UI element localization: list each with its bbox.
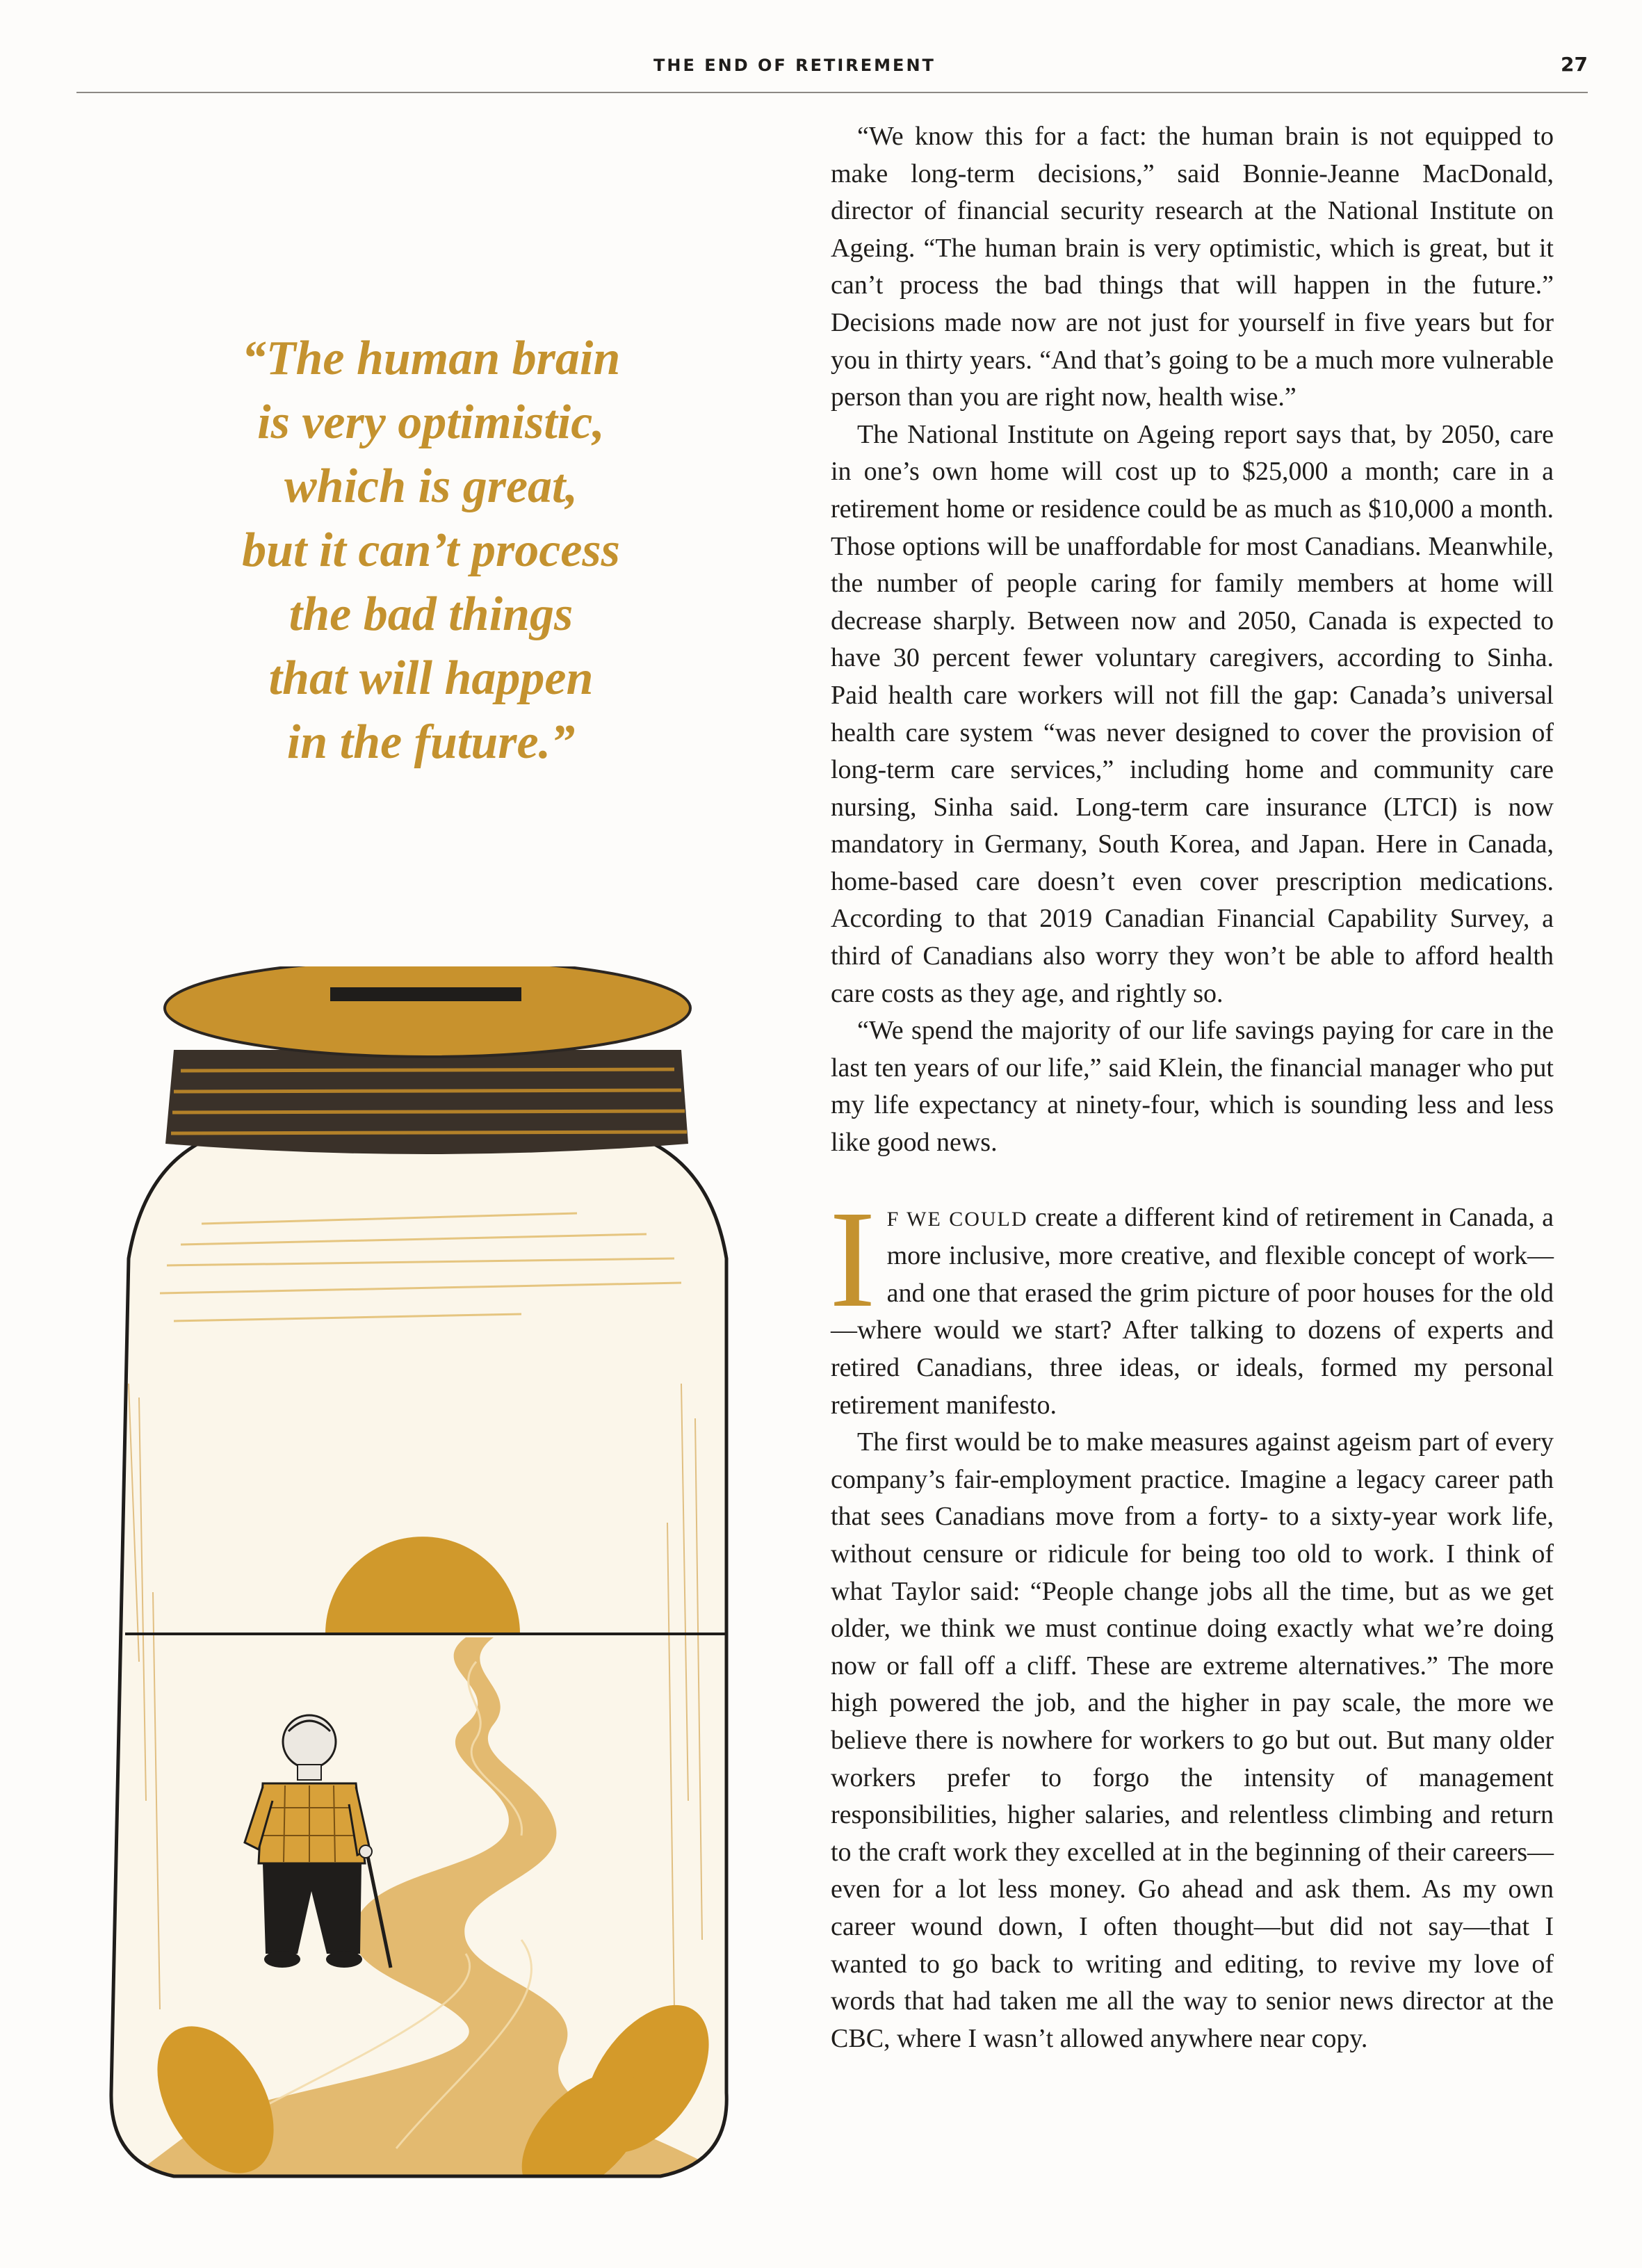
lead-in-smallcaps: F WE COULD <box>886 1207 1028 1231</box>
pull-quote-line: but it can’t process <box>242 524 620 577</box>
page-number: 27 <box>1561 53 1588 76</box>
article-body <box>831 118 1554 2057</box>
paragraph-text: create a different kind of retirement in Canada, a more inclusive, more creative, and flexible concept of work—and one that erased the grim picture of poor houses for the old—where would we start? After talking to dozens of experts and retired Canadians, three ideas, or ideals, formed my personal retirement manifesto. <box>831 1202 1554 1420</box>
pull-quote <box>167 327 695 775</box>
pull-quote-line: is very optimistic, <box>257 396 605 449</box>
pull-quote-line: in the future.” <box>286 715 576 769</box>
jar-illustration <box>76 966 772 2204</box>
pull-quote-line: which is great, <box>284 460 578 513</box>
jar-contents <box>104 1133 744 2204</box>
paragraph: The first would be to make measures against ageism part of every company’s fair-employment practice. Imagine a legacy career path that sees Canadians move from a forty- to a sixty-year work life, without censure or ridicule for being too old to work. I think of what Taylor said: “People change jobs all the time, but as we get older, we think we must continue doing exactly what we’re doing now or fall off a cliff. These are extreme alternatives.” The more high powered the job, and the higher in pay scale, the more we believe there is nowhere for workers to go but out. But many older workers prefer to forgo the intensity of management responsibilities, higher salaries, and relentless climbing and return to the craft work they excelled at in the beginning of their careers—even for a lot less money. Go ahead and ask them. As my own career wound down, I often thought—but did not say—that I wanted to go back to writing and editing, to revive my love of words that had taken me all the way to senior news director at the CBC, where I wasn’t allowed anywhere near copy. <box>831 1427 1554 2053</box>
running-header: THE END OF RETIREMENT <box>653 56 936 75</box>
header-rule <box>76 92 1588 93</box>
jar-lid <box>165 966 690 1154</box>
coin-slot <box>330 987 521 1001</box>
pull-quote-line: the bad things <box>288 588 574 641</box>
paragraph: The National Institute on Ageing report says that, by 2050, care in one’s own home will cost up to $25,000 a month; care in a retirement home or residence could be as much as $10,000 a month. Those options will be unaffordable for most Canadians. Meanwhile, the number of people caring for family members at home will decrease sharply. Between now and 2050, Canada is expected to have 30 percent fewer voluntary caregivers, according to Sinha. Paid health care workers will not fill the gap: Canada’s universal health care system “was never designed to cover the provision of long-term care services,” including home and community care nursing, Sinha said. Long-term care insurance (LTCI) is now mandatory in Germany, South Korea, and Japan. Here in Canada, home-based care doesn’t even cover prescription medications. According to that 2019 Canadian Financial Capability Survey, a third of Canadians also worry they won’t be able to afford health care costs as they age, and rightly so. <box>831 419 1554 1008</box>
paragraph: “We spend the majority of our life savings paying for care in the last ten years of our life,” said Klein, the financial manager who put my life expectancy at ninety-four, which is sounding less and less like good news. <box>831 1016 1554 1158</box>
pull-quote-line: “The human brain <box>241 332 621 385</box>
pull-quote-line: that will happen <box>268 651 594 705</box>
section-opening-paragraph <box>829 1182 1554 1425</box>
paragraph: “We know this for a fact: the human brain is not equipped to make long-term decisions,” said Bonnie-Jeanne MacDonald, director of financial security research at the National Institute on Ageing. “The human brain is very optimistic, which is great, but it can’t process the bad things that will happen in the future.” Decisions made now are not just for yourself in five years but for you in thirty years. “And that’s going to be a much more vulnerable person than you are right now, health wise.” <box>831 122 1554 412</box>
drop-cap: I <box>829 1182 876 1336</box>
